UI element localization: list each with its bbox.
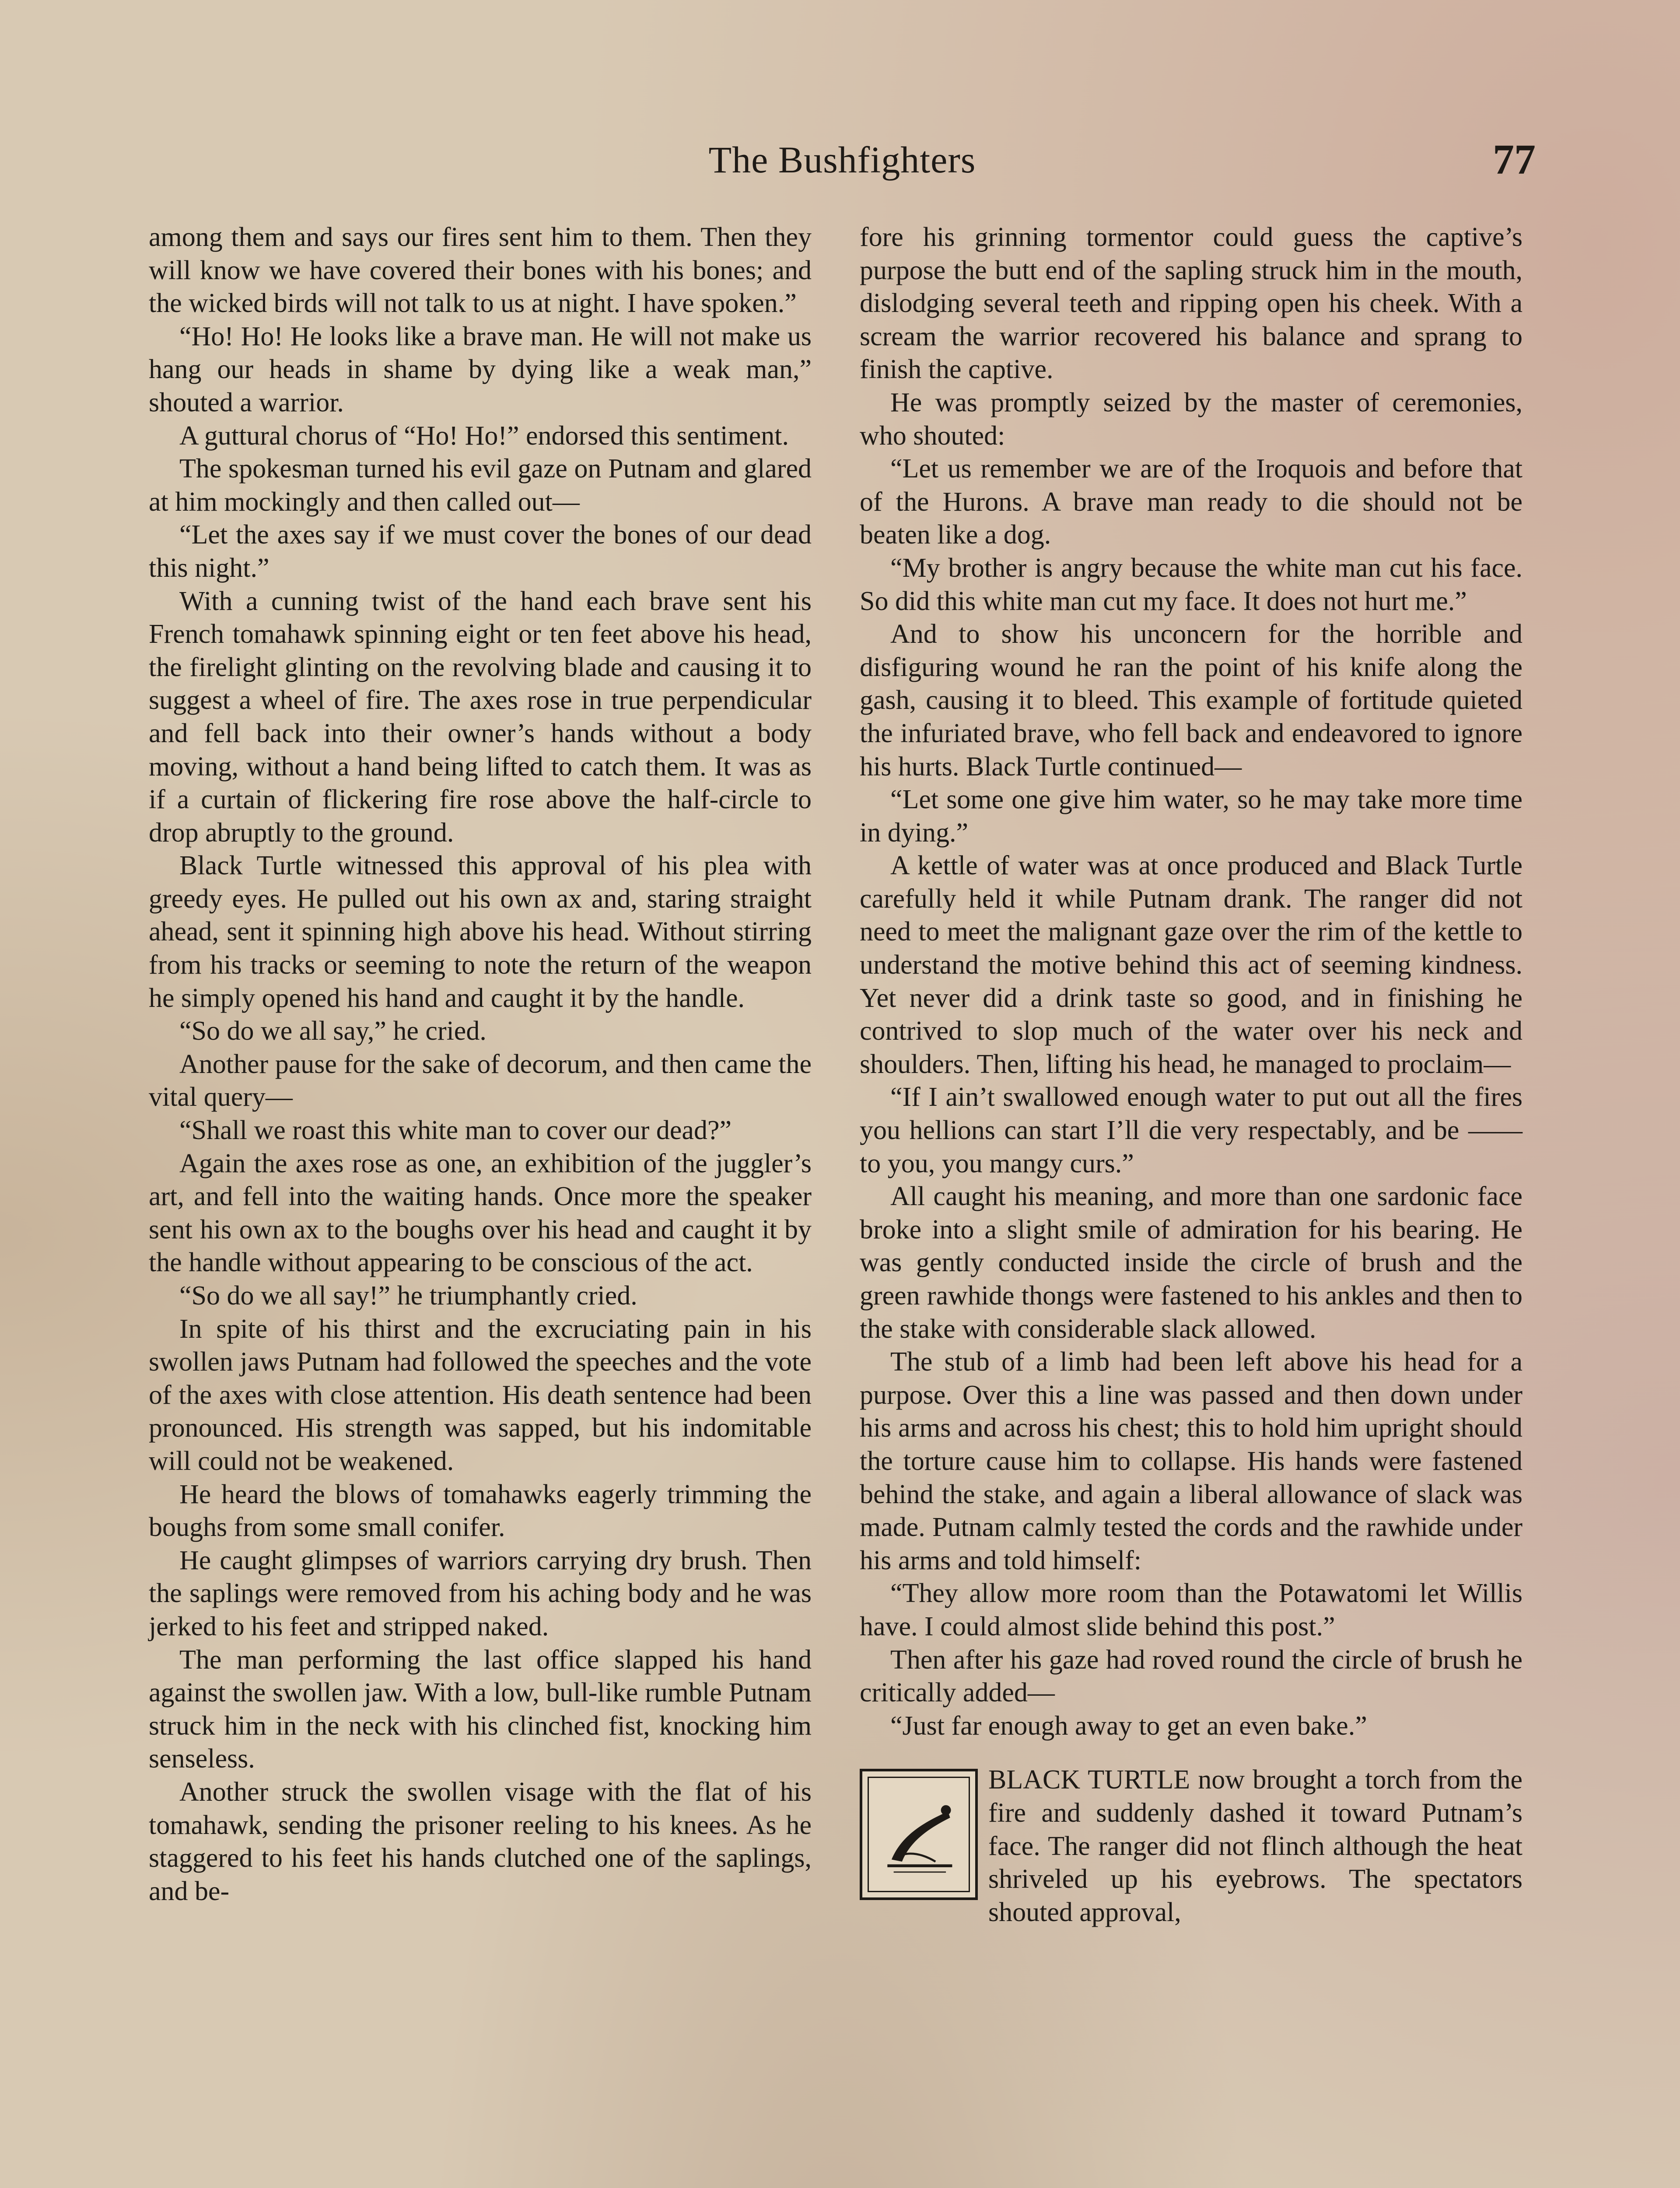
- paragraph: “If I ain’t swallowed enough water to put out all the fires you hellions can start I’ll die very respectably, and be —— to you, you mangy curs.”: [860, 1082, 1522, 1178]
- paragraph: And to show his unconcern for the horrible and disfiguring wound he ran the point of his knife along the gash, causing it to bleed. This example of fortitude quieted the infuriated brave, who fell back and endeavored to ignore his hurts. Black Turtle continued—: [860, 619, 1522, 782]
- paragraph: He heard the blows of tomahawks eagerly trimming the boughs from some small conifer.: [149, 1479, 812, 1543]
- paragraph: The stub of a limb had been left above his head for a purpose. Over this a line was passed and then down under his arms and across his chest; this to hold him upright should the torture cause him to collapse. His hands were fastened behind the stake, and again a liberal allowance of slack was made. Putnam calmly tested the cords and the rawhide under his arms and told himself:: [860, 1347, 1522, 1575]
- paragraph: fore his grinning tormentor could guess the captive’s purpose the butt end of the sapling struck him in the mouth, dislodging several teeth and ripping open his cheek. With a scream the warrior recovered his balance and sprang to finish the captive.: [860, 222, 1522, 385]
- paragraph: “Let the axes say if we must cover the bones of our dead this night.”: [149, 520, 812, 583]
- paragraph: “Let some one give him water, so he may take more time in dying.”: [860, 785, 1522, 848]
- paragraph: “So do we all say,” he cried.: [179, 1016, 486, 1046]
- paragraph: He was promptly seized by the master of ceremonies, who shouted:: [860, 387, 1522, 451]
- paragraph: A kettle of water was at once produced and Black Turtle carefully held it while Putnam drank. The ranger did not need to meet the malignant gaze over the rim of the kettle to understand the motive behind this act of seeming kindness. Yet never did a drink taste so good, and in finishing he contrived to slop much of the water over his neck and shoulders. Then, lifting his head, he managed to proclaim—: [860, 851, 1522, 1079]
- paragraph: Black Turtle witnessed this approval of his plea with greedy eyes. He pulled out his own ax and, staring straight ahead, sent it spinning high above his head. Without stirring from his tracks or seeming to note the return of the weapon he simply opened his hand and caught it by the handle.: [149, 851, 812, 1013]
- paragraph: All caught his meaning, and more than one sardonic face broke into a slight smile of admiration for his bearing. He was gently conducted inside the circle of brush and the green rawhide thongs were fastened to his ankles and then to the stake with considerable slack allowed.: [860, 1182, 1522, 1344]
- left-column: [149, 221, 812, 1908]
- running-title: The Bushfighters: [708, 139, 976, 181]
- paragraph: He caught glimpses of warriors carrying dry brush. Then the saplings were removed from his aching body and he was jerked to his feet and stripped naked.: [149, 1545, 812, 1641]
- paragraph: Another pause for the sake of decorum, and then came the vital query—: [149, 1049, 812, 1112]
- paragraph: The man performing the last office slapped his hand against the swollen jaw. With a low, bull-like rumble Putnam struck him in the neck with his clinched fist, knocking him senseless.: [149, 1645, 812, 1774]
- paragraph: A guttural chorus of “Ho! Ho!” endorsed this sentiment.: [179, 421, 789, 451]
- paragraph: “Shall we roast this white man to cover our dead?”: [179, 1115, 732, 1146]
- paragraph: With a cunning twist of the hand each brave sent his French tomahawk spinning eight or ten feet above his head, the firelight glinting on the revolving blade and causing it to suggest a wheel of fire. The axes rose in true perpendicular and fell back into their owner’s hands without a body moving, without a hand being lifted to catch them. It was as if a curtain of flickering fire rose above the half-circle to drop abruptly to the ground.: [149, 586, 812, 848]
- paragraph: In spite of his thirst and the excruciating pain in his swollen jaws Putnam had followed the speeches and the vote of the axes with close attention. His death sentence had been pronounced. His strength was sapped, but his indomitable will could not be weakened.: [149, 1314, 812, 1476]
- paragraph: “They allow more room than the Potawatomi let Willis have. I could almost slide behind this post.”: [860, 1578, 1522, 1641]
- paragraph: Then after his gaze had roved round the circle of brush he critically added—: [860, 1645, 1522, 1708]
- section-opening-paragraph: BLACK TURTLE now brought a torch from the fire and suddenly dashed it toward Putnam’s face. The ranger did not flinch although the heat shriveled up his eyebrows. The spectators shouted approval,: [988, 1765, 1522, 1927]
- right-column: [860, 221, 1522, 1929]
- page-number: 77: [1493, 136, 1536, 183]
- paragraph: Again the axes rose as one, an exhibition of the juggler’s art, and fell into the waiting hands. Once more the speaker sent his own ax to the boughs over his head and caught it by the handle without appearing to be conscious of the act.: [149, 1148, 812, 1278]
- paragraph: “My brother is angry because the white man cut his face. So did this white man cut my face. It does not hurt me.”: [860, 553, 1522, 616]
- paragraph: “Let us remember we are of the Iroquois and before that of the Hurons. A brave man ready to die should not be beaten like a dog.: [860, 454, 1522, 550]
- paragraph: “Ho! Ho! He looks like a brave man. He will not make us hang our heads in shame by dying like a weak man,” shouted a warrior.: [149, 321, 812, 417]
- paragraph: Another struck the swollen visage with the flat of his tomahawk, sending the prisoner reeling to his knees. As he staggered to his feet his hands clutched one of the saplings, and be-: [149, 1777, 812, 1906]
- page-header: [149, 131, 1536, 188]
- section-ornament-icon: [860, 1769, 978, 1900]
- paragraph: among them and says our fires sent him to them. Then they will know we have covered their bones with his bones; and the wicked birds will not talk to us at night. I have spoken.”: [149, 222, 812, 319]
- paragraph: The spokesman turned his evil gaze on Putnam and glared at him mockingly and then called out—: [149, 454, 812, 517]
- paragraph: “Just far enough away to get an even bake.”: [890, 1711, 1367, 1741]
- paragraph: “So do we all say!” he triumphantly cried.: [179, 1281, 637, 1311]
